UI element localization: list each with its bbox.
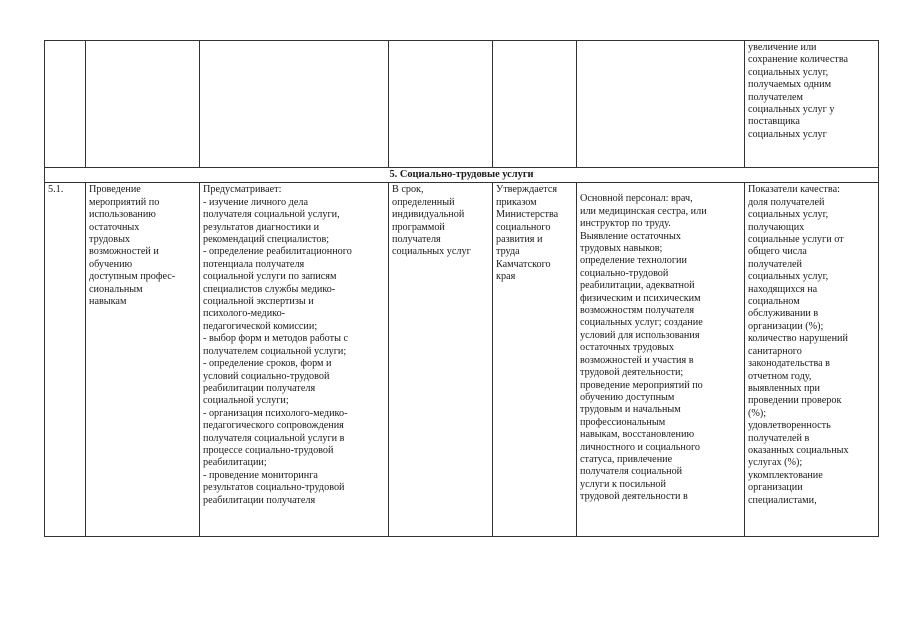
section-title: 5. Социально-трудовые услуги	[45, 168, 879, 183]
cell-empty	[200, 41, 389, 168]
cell-empty	[389, 41, 493, 168]
cell-quality-continuation: увеличение или сохранение количества социальных услуг, получаемых одним получателем социальных услуг у поставщика социальных услуг	[745, 41, 879, 168]
cell-quality-indicators: Показатели качества: доля получателей социальных услуг, получающих социальные услуги от общего числа получателей социальных услуг, находящихся на социальном обслуживании в организации (%); количество нарушений санитарного законодательства в отчетном году, выявленных при проведении проверок (%); удовлетворенность получателей в оказанных социальных услугах (%); укомплектование организации специалистами,	[745, 183, 879, 537]
cell-conditions	[577, 183, 745, 537]
cell-empty	[86, 41, 200, 168]
cell-term: В срок, определенный индивидуальной программой получателя социальных услуг	[389, 183, 493, 537]
cell-service-name: Проведение мероприятий по использованию остаточных трудовых возможностей и обучению доступным профес- сиональным навыкам	[86, 183, 200, 537]
cell-empty	[45, 41, 86, 168]
conditions-text: Основной персонал: врач, или медицинская сестра, или инструктор по труду. Выявление остаточных трудовых навыков; определение технологии социально-трудовой реабилитации, адекватной физическим и психическим возможностям получателя социальных услуг; создание условий для использования остаточных трудовых возможностей и участия в трудовой деятельности; проведение мероприятий по обучению доступным трудовым и начальным профессиональным навыкам, восстановлению личностного и социального статуса, привлечение получателя социальной услуги к посильной трудовой деятельности в	[580, 193, 707, 503]
cell-empty	[577, 41, 745, 168]
cell-number: 5.1.	[45, 183, 86, 537]
table-row-continuation	[45, 41, 879, 168]
services-table	[44, 40, 879, 537]
table-row-service	[45, 183, 879, 537]
cell-service-description: Предусматривает: - изучение личного дела получателя социальной услуги, результатов диагностики и рекомендаций специалистов; - определение реабилитационного потенциала получателя социальной услуги по записям специалистов службы медико- социальной экспертизы и психолого-медико- педагогической комиссии; - выбор форм и методов работы с получателем социальной услуги; - определение сроков, форм и условий социально-трудовой реабилитации получателя социальной услуги; - организация психолого-медико- педагогического сопровождения получателя социальной услуги в процессе социально-трудовой реабилитации; - проведение мониторинга результатов социально-трудовой реабилитации получателя	[200, 183, 389, 537]
cell-spacer	[580, 185, 741, 193]
cell-empty	[493, 41, 577, 168]
section-header-row	[45, 168, 879, 183]
cell-tariff: Утверждается приказом Министерства социального развития и труда Камчатского края	[493, 183, 577, 537]
